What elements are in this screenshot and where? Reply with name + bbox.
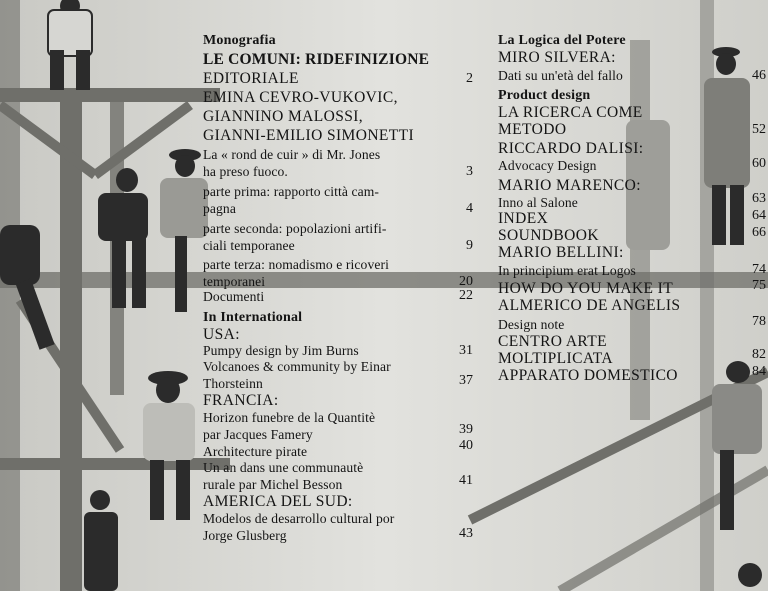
page-number: 64 xyxy=(752,208,766,223)
toc-entry-in-principium: In principium erat Logos xyxy=(498,263,636,278)
toc-entry-continuation: METODO xyxy=(498,121,567,138)
toc-entry-documenti: Documenti xyxy=(203,289,265,304)
section-heading-logica-del-potere: La Logica del Potere xyxy=(498,33,626,48)
toc-entry-continuation: ha preso fuoco. xyxy=(203,164,288,179)
page-number: 43 xyxy=(459,526,473,541)
page-number: 60 xyxy=(752,156,766,171)
country-heading-francia: FRANCIA: xyxy=(203,392,279,409)
page-number: 3 xyxy=(466,164,473,179)
toc-entry-design-note: Design note xyxy=(498,317,565,332)
toc-entry-parte-prima: parte prima: rapporto città cam- xyxy=(203,184,380,199)
page-number: 20 xyxy=(459,274,473,289)
page-number: 22 xyxy=(459,288,473,303)
author-name: MARIO MARENCO: xyxy=(498,177,641,194)
page-number: 63 xyxy=(752,191,766,206)
toc-entry-modelos: Modelos de desarrollo cultural por xyxy=(203,511,395,526)
toc-entry-continuation: rurale par Michel Besson xyxy=(203,477,343,492)
country-heading-usa: USA: xyxy=(203,326,240,343)
toc-entry-editoriale: EDITORIALE xyxy=(203,70,299,87)
author-name: MIRO SILVERA: xyxy=(498,49,616,66)
country-heading-america-del-sud: AMERICA DEL SUD: xyxy=(203,493,353,510)
page-number: 84 xyxy=(752,364,766,379)
page-number: 74 xyxy=(752,262,766,277)
page-number: 9 xyxy=(466,238,473,253)
toc-entry-index: INDEX xyxy=(498,210,549,227)
page-number: 75 xyxy=(752,278,766,293)
toc-entry-parte-seconda: parte seconda: popolazioni artifi- xyxy=(203,221,387,236)
page-number: 41 xyxy=(459,473,473,488)
toc-entry-dati: Dati su un'età del fallo xyxy=(498,68,623,83)
toc-entry-horizon-funebre: Horizon funebre de la Quantitè xyxy=(203,410,376,425)
toc-entry-centro-arte: CENTRO ARTE xyxy=(498,333,607,350)
page-number: 40 xyxy=(459,438,473,453)
page-number: 4 xyxy=(466,201,473,216)
toc-entry-parte-terza: parte terza: nomadismo e ricoveri xyxy=(203,257,389,272)
toc-entry-un-an: Un an dans une communautè xyxy=(203,460,364,475)
toc-entry-continuation: pagna xyxy=(203,201,236,216)
monograph-title: LE COMUNI: RIDEFINIZIONE xyxy=(203,51,430,68)
toc-entry-continuation: ciali temporanee xyxy=(203,238,295,253)
author-name: ALMERICO DE ANGELIS xyxy=(498,297,681,314)
page-number: 37 xyxy=(459,373,473,388)
author-name: EMINA CEVRO-VUKOVIC, xyxy=(203,89,398,106)
toc-entry-continuation: MOLTIPLICATA xyxy=(498,350,613,367)
page-number: 2 xyxy=(466,71,473,86)
page-number: 31 xyxy=(459,343,473,358)
toc-entry-pumpy-design: Pumpy design by Jim Burns xyxy=(203,343,359,358)
author-name: GIANNI-EMILIO SIMONETTI xyxy=(203,127,415,144)
toc-entry-continuation: Jorge Glusberg xyxy=(203,528,287,543)
toc-entry-continuation: par Jacques Famery xyxy=(203,427,313,442)
page-number: 66 xyxy=(752,225,766,240)
toc-entry-apparato-domestico: APPARATO DOMESTICO xyxy=(498,367,678,384)
toc-entry-continuation: temporanei xyxy=(203,274,266,289)
toc-entry-volcanoes: Volcanoes & community by Einar xyxy=(203,359,391,374)
author-name: GIANNINO MALOSSI, xyxy=(203,108,364,125)
section-heading-product-design: Product design xyxy=(498,88,591,103)
toc-entry-how-do-you-make-it: HOW DO YOU MAKE IT xyxy=(498,280,674,297)
page-number: 46 xyxy=(752,68,766,83)
toc-entry-advocacy-design: Advocacy Design xyxy=(498,158,597,173)
toc-entry-architecture-pirate: Architecture pirate xyxy=(203,444,308,459)
toc-entry-la-ricerca: LA RICERCA COME xyxy=(498,104,643,121)
toc-entry-continuation: Thorsteinn xyxy=(203,376,263,391)
page-number: 52 xyxy=(752,122,766,137)
toc-entry-inno-al-salone: Inno al Salone xyxy=(498,195,578,210)
author-name: RICCARDO DALISI: xyxy=(498,140,644,157)
toc-entry-rond-de-cuir: La « rond de cuir » di Mr. Jones xyxy=(203,147,381,162)
page-number: 82 xyxy=(752,347,766,362)
author-name: MARIO BELLINI: xyxy=(498,244,624,261)
section-heading-monografia: Monografia xyxy=(203,33,276,48)
page-number: 78 xyxy=(752,314,766,329)
page-number: 39 xyxy=(459,422,473,437)
section-heading-international: In International xyxy=(203,310,303,325)
toc-entry-soundbook: SOUNDBOOK xyxy=(498,227,599,244)
